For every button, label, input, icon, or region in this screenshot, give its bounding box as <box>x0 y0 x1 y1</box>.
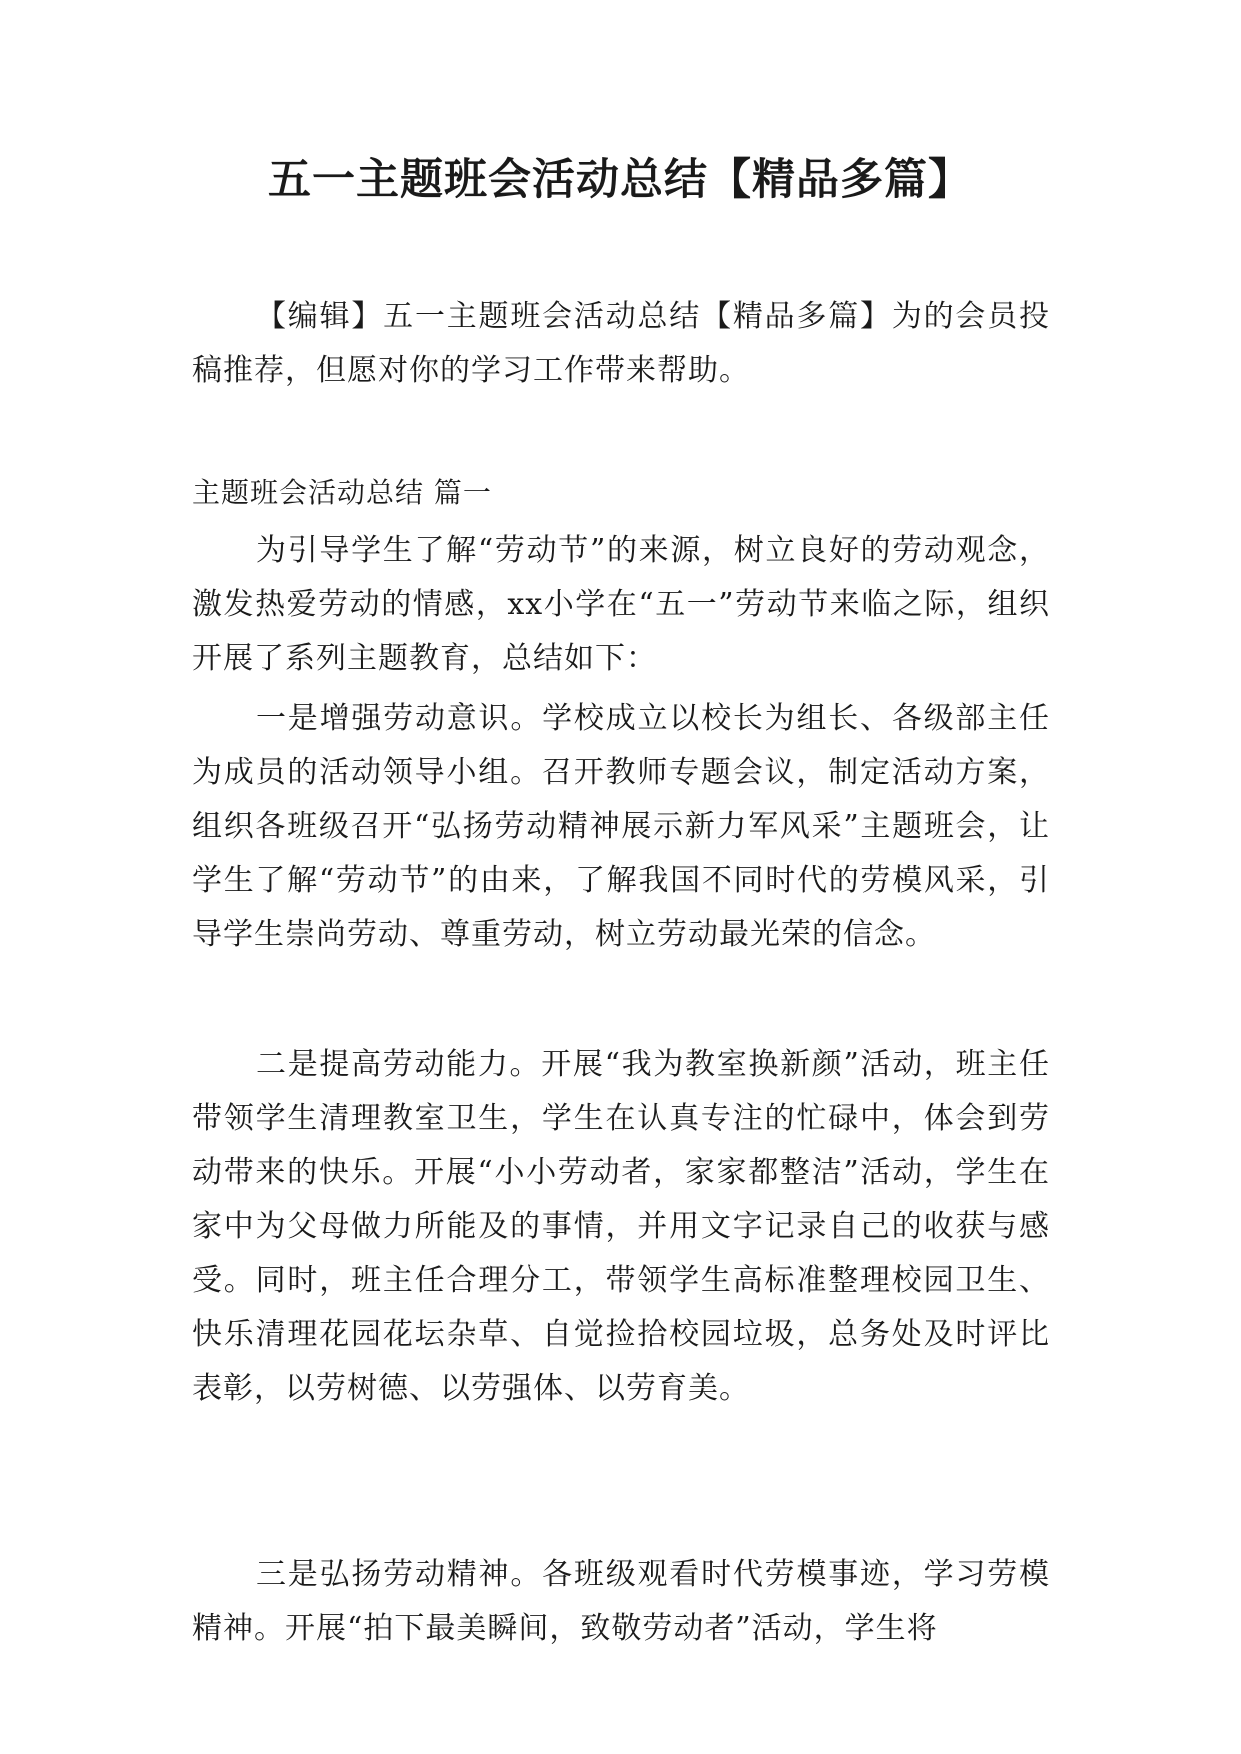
document-title: 五一主题班会活动总结【精品多篇】 <box>268 155 972 205</box>
section-heading: 主题班会活动总结 篇一 <box>192 476 492 509</box>
paragraph-3: 二是提高劳动能力。开展“我为教室换新颜”活动，班主任带领学生清理教室卫生，学生在认真专注的忙碌中，体会到劳动带来的快乐。开展“小小劳动者，家家都整洁”活动，学生在家中为父母做力所能及的事情，并用文字记录自己的收获与感受。同时，班主任合理分工，带领学生高标准整理校园卫生、快乐清理花园花坛杂草、自觉捡拾校园垃圾，总务处及时评比表彰，以劳树德、以劳强体、以劳育美。 <box>192 1047 1050 1406</box>
paragraph-1: 为引导学生了解“劳动节”的来源，树立良好的劳动观念，激发热爱劳动的情感，xx小学在“五一”劳动节来临之际，组织开展了系列主题教育，总结如下： <box>192 533 1050 676</box>
paragraph-4: 三是弘扬劳动精神。各班级观看时代劳模事迹，学习劳模精神。开展“拍下最美瞬间，致敬劳动者”活动，学生将 <box>192 1557 1050 1646</box>
intro-paragraph: 【编辑】五一主题班会活动总结【精品多篇】为的会员投稿推荐，但愿对你的学习工作带来帮助。 <box>192 299 1050 388</box>
paragraph-2: 一是增强劳动意识。学校成立以校长为组长、各级部主任为成员的活动领导小组。召开教师专题会议，制定活动方案，组织各班级召开“弘扬劳动精神展示新力军风采”主题班会，让学生了解“劳动节”的由来，了解我国不同时代的劳模风采，引导学生崇尚劳动、尊重劳动，树立劳动最光荣的信念。 <box>192 701 1050 952</box>
